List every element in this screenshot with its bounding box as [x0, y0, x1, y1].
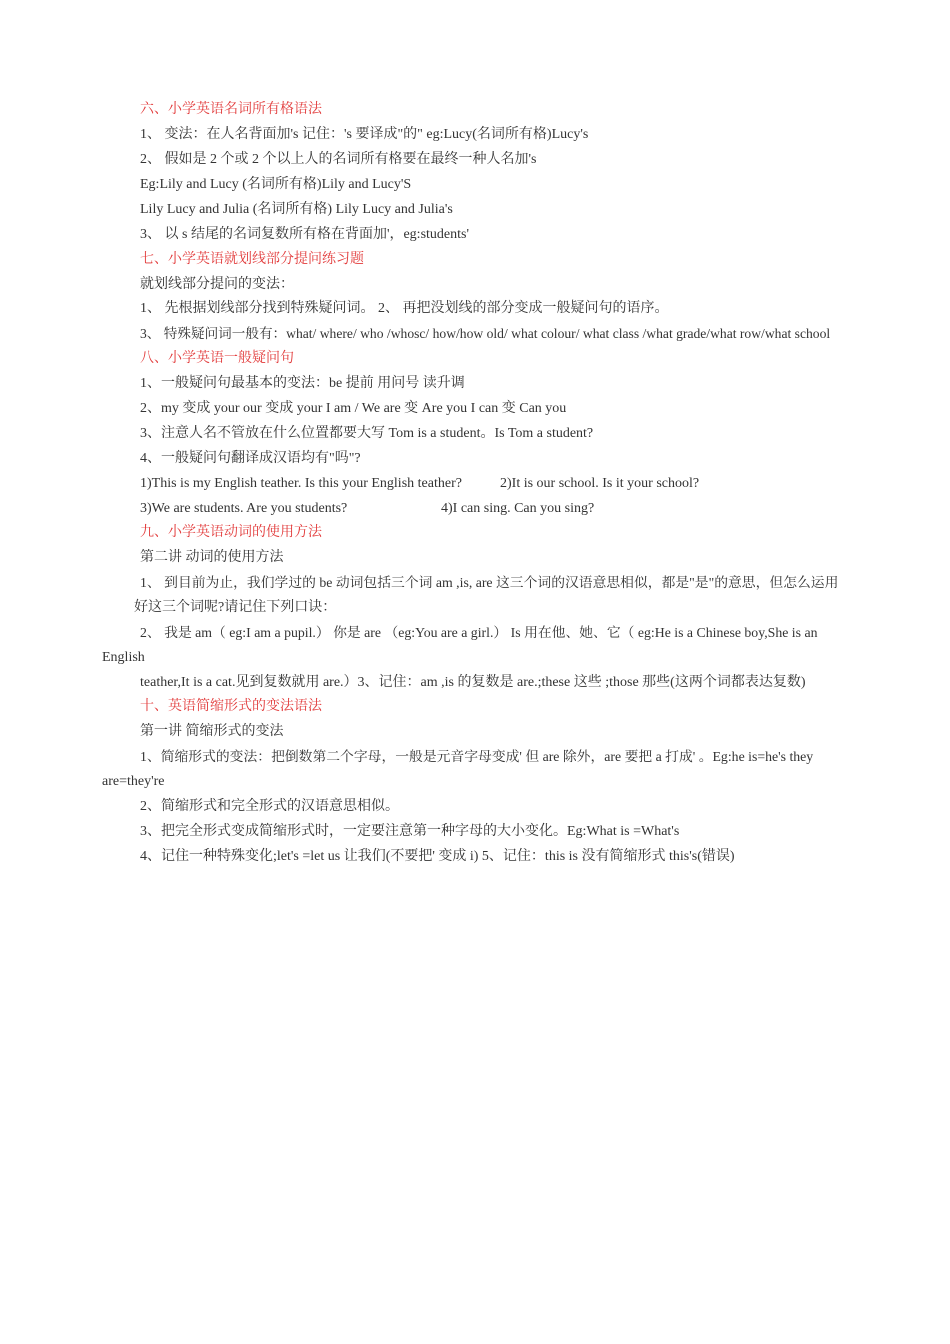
- example-sentence: 3)We are students. Are you students?: [140, 501, 348, 516]
- text-line: 2、 假如是 2 个或 2 个以上人的名词所有格要在最终一种人名加's: [140, 152, 537, 167]
- text-line: 好这三个词呢?请记住下列口诀：: [134, 600, 337, 615]
- text-line: 2、简缩形式和完全形式的汉语意思相似。: [140, 799, 399, 814]
- text-line: teather,It is a cat.见到复数就用 are.）3、记住：am ,is 的复数是 are.;these 这些 ;those 那些(这两个词都表达复数): [140, 675, 806, 690]
- text-line: 第二讲 动词的使用方法: [140, 550, 284, 565]
- text-line: 3、 以 s 结尾的名词复数所有格在背面加'，eg:students': [140, 227, 469, 242]
- text-line: 3、 特殊疑问词一般有：what/ where/ who /whosc/ how/how old/ what colour/ what class /what grade/what row/what school: [140, 326, 831, 341]
- text-line: 2、my 变成 your our 变成 your I am / We are 变 Are you I can 变 Can you: [140, 401, 567, 416]
- text-line: Lily Lucy and Julia (名词所有格) Lily Lucy and Julia's: [140, 202, 453, 217]
- text-line: are=they're: [102, 774, 165, 789]
- example-sentence: 2)It is our school. Is it your school?: [500, 476, 700, 491]
- section-heading-7: 七、小学英语就划线部分提问练习题: [140, 252, 364, 267]
- section-heading-10: 十、英语简缩形式的变法语法: [140, 699, 322, 714]
- example-sentence: 1)This is my English teather. Is this your English teather?: [140, 476, 462, 491]
- text-line: 3、注意人名不管放在什么位置都要大写 Tom is a student。Is Tom a student?: [140, 426, 594, 441]
- section-heading-6: 六、小学英语名词所有格语法: [140, 102, 322, 117]
- text-line: 1、 到目前为止，我们学过的 be 动词包括三个词 am ,is, are 这三个词的汉语意思相似，都是"是"的意思，但怎么运用: [140, 575, 839, 590]
- text-line: 3、把完全形式变成简缩形式时，一定要注意第一种字母的大小变化。Eg:What is =What's: [140, 824, 680, 839]
- text-line: 1、 变法：在人名背面加's 记住：'s 要译成"的" eg:Lucy(名词所有格)Lucy's: [140, 127, 589, 142]
- section-heading-9: 九、小学英语动词的使用方法: [140, 525, 322, 540]
- text-line: English: [102, 650, 145, 665]
- example-sentence: 4)I can sing. Can you sing?: [441, 501, 595, 516]
- text-line: 1、简缩形式的变法：把倒数第二个字母，一般是元音字母变成' 但 are 除外，are 要把 a 打成' 。Eg:he is=he's they: [140, 749, 814, 764]
- text-line: Eg:Lily and Lucy (名词所有格)Lily and Lucy'S: [140, 177, 412, 192]
- text-line: 4、记住一种特殊变化;let's =let us 让我们(不要把' 变成 i) 5、记住：this is 没有简缩形式 this's(错误): [140, 849, 735, 864]
- text-line: 4、一般疑问句翻译成汉语均有"吗"?: [140, 451, 361, 466]
- text-line: 1、 先根据划线部分找到特殊疑问词。 2、 再把没划线的部分变成一般疑问句的语序。: [140, 301, 669, 316]
- section-heading-8: 八、小学英语一般疑问句: [140, 351, 294, 366]
- text-line: 第一讲 简缩形式的变法: [140, 724, 284, 739]
- text-line: 就划线部分提问的变法：: [140, 277, 294, 292]
- text-line: 1、一般疑问句最基本的变法：be 提前 用问号 读升调: [140, 376, 465, 391]
- text-line: 2、 我是 am（ eg:I am a pupil.） 你是 are （eg:You are a girl.） Is 用在他、她、它（ eg:He is a Chinese boy,She is an: [140, 625, 818, 640]
